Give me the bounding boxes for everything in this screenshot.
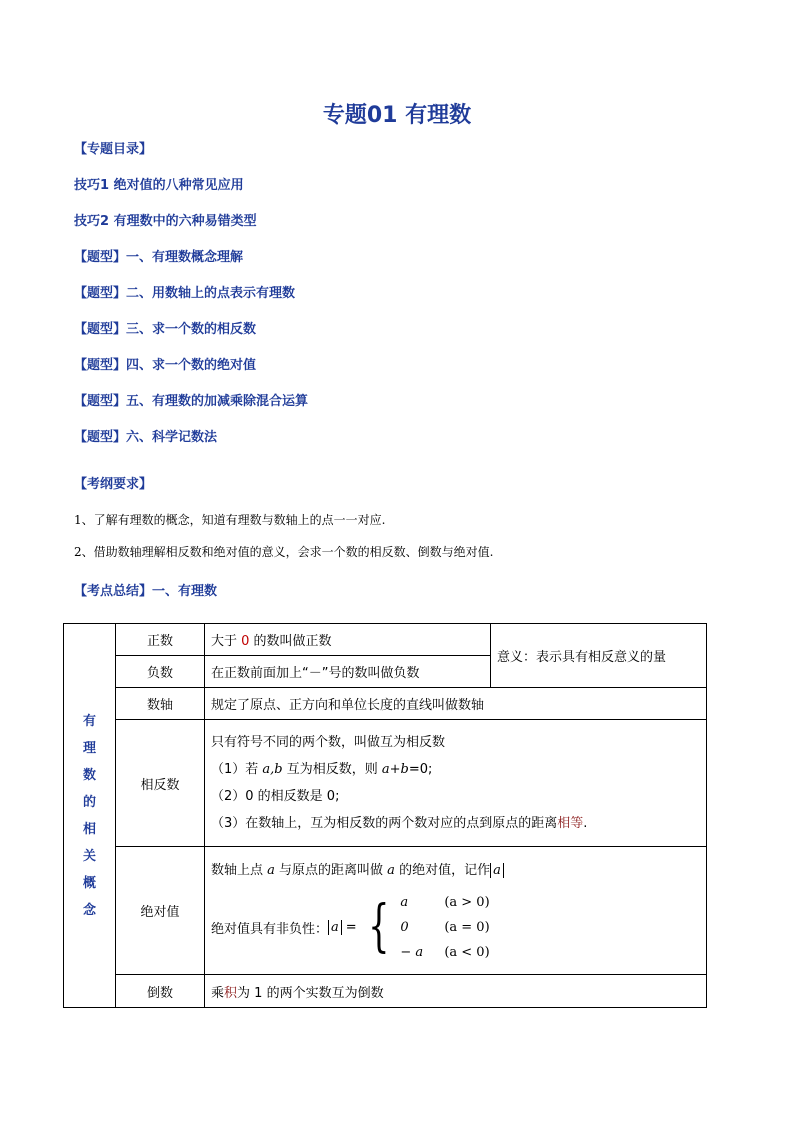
term-opposite: 相反数: [116, 720, 205, 847]
absolute-value-formula: 绝对值具有非负性： a = { a (a > 0) 0 (a = 0) − a (a < 0): [211, 894, 490, 960]
summary-heading: 【考点总结】一、有理数: [74, 584, 218, 599]
def-opposite: 只有符号不同的两个数，叫做互为相反数 （1）若 a,b 互为相反数，则 a+b=0; （2）0 的相反数是 0; （3）在数轴上，互为相反数的两个数对应的点到原点的距离相等.: [205, 720, 707, 847]
requirement-line: 2、借助数轴理解相反数和绝对值的意义，会求一个数的相反数、倒数与绝对值.: [74, 545, 494, 559]
toc-item: 技巧2 有理数中的六种易错类型: [74, 214, 257, 229]
def-axis: 规定了原点、正方向和单位长度的直线叫做数轴: [205, 688, 707, 720]
def-positive: 大于 0 的数叫做正数: [205, 624, 491, 656]
side-label: 有 理 数 的 相 关 概 念: [64, 624, 116, 1008]
toc-item: 【题型】二、用数轴上的点表示有理数: [74, 286, 296, 301]
def-reciprocal: 乘积为 1 的两个实数互为倒数: [205, 975, 707, 1008]
toc-item: 【题型】四、求一个数的绝对值: [74, 358, 257, 373]
term-reciprocal: 倒数: [116, 975, 205, 1008]
def-absolute: 数轴上点 a 与原点的距离叫做 a 的绝对值，记作 a 绝对值具有非负性： a = { a (a > 0) 0 (a = 0) − a (a < 0): [205, 847, 707, 975]
rational-number-table: [63, 623, 707, 1008]
toc: [74, 140, 308, 464]
requirement-line: 1、了解有理数的概念，知道有理数与数轴上的点一一对应.: [74, 513, 386, 527]
meaning-cell: 意义：表示具有相反意义的量: [491, 624, 707, 688]
toc-item: 【题型】六、科学记数法: [74, 430, 218, 445]
term-absolute: 绝对值: [116, 847, 205, 975]
page-title: 专题01 有理数: [322, 103, 472, 128]
toc-item: 技巧1 绝对值的八种常见应用: [74, 178, 244, 193]
toc-item: 【题型】三、求一个数的相反数: [74, 322, 257, 337]
toc-heading: 【专题目录】: [74, 142, 153, 157]
term-axis: 数轴: [116, 688, 205, 720]
toc-item: 【题型】一、有理数概念理解: [74, 250, 244, 265]
requirements-heading: 【考纲要求】: [74, 477, 153, 492]
term-negative: 负数: [116, 656, 205, 688]
term-positive: 正数: [116, 624, 205, 656]
def-negative: 在正数前面加上“－”号的数叫做负数: [205, 656, 491, 688]
toc-item: 【题型】五、有理数的加减乘除混合运算: [74, 394, 309, 409]
